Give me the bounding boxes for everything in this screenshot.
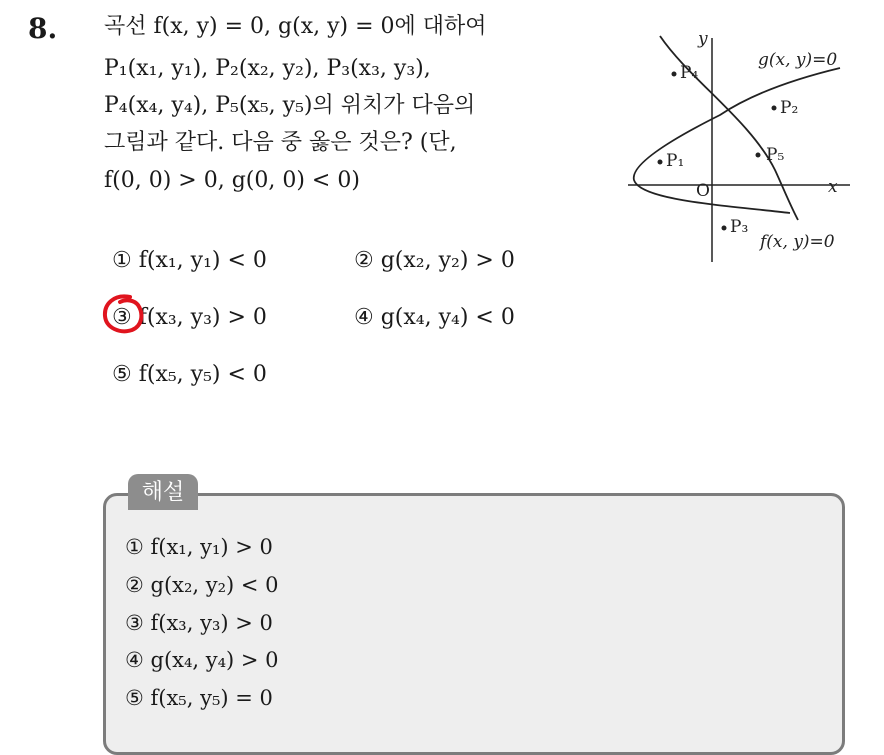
answer-circle-mark: [100, 292, 148, 336]
point-p5-label: P₅: [766, 145, 785, 165]
question-line-2: P₁(x₁, y₁), P₂(x₂, y₂), P₃(x₃, y₃),: [104, 56, 431, 81]
choice-5[interactable]: ⑤ f(x₅, y₅) < 0: [112, 362, 267, 387]
curve-graph: [610, 20, 870, 265]
solution-line-5: ⑤ f(x₅, y₅) = 0: [125, 686, 273, 710]
question-line-3: P₄(x₄, y₄), P₅(x₅, y₅)의 위치가 다음의: [104, 93, 476, 118]
point-p1-label: P₁: [666, 151, 685, 171]
x-axis-label: x: [828, 177, 838, 197]
solution-line-3: ③ f(x₃, y₃) > 0: [125, 611, 273, 635]
point-p4-dot: [672, 72, 677, 77]
y-axis-label: y: [698, 29, 708, 49]
point-p3-dot: [722, 226, 727, 231]
solution-line-2: ② g(x₂, y₂) < 0: [125, 573, 279, 597]
question-line-4: 그림과 같다. 다음 중 옳은 것은? (단,: [104, 130, 457, 155]
question-line-1: 곡선 f(x, y) = 0, g(x, y) = 0에 대하여: [104, 14, 487, 39]
solution-line-4: ④ g(x₄, y₄) > 0: [125, 648, 279, 672]
question-line-5: f(0, 0) > 0, g(0, 0) < 0): [104, 168, 360, 193]
point-p2-dot: [772, 106, 777, 111]
point-p1-dot: [658, 160, 663, 165]
point-p4-label: P₄: [680, 63, 699, 83]
point-p5-dot: [756, 153, 761, 158]
curve-g-label: g(x, y)=0: [758, 50, 838, 70]
point-p3-label: P₃: [730, 217, 749, 237]
choice-2[interactable]: ② g(x₂, y₂) > 0: [354, 248, 515, 273]
curve-f-label: f(x, y)=0: [760, 232, 835, 252]
choice-1[interactable]: ① f(x₁, y₁) < 0: [112, 248, 267, 273]
question-number: 8.: [28, 12, 58, 45]
curve-g: [634, 68, 840, 213]
choice-3[interactable]: ③ f(x₃, y₃) > 0: [112, 305, 267, 330]
point-p2-label: P₂: [780, 98, 799, 118]
solution-line-1: ① f(x₁, y₁) > 0: [125, 535, 273, 559]
solution-tag: 해설: [128, 474, 198, 510]
choice-4[interactable]: ④ g(x₄, y₄) < 0: [354, 305, 515, 330]
origin-label: O: [696, 181, 710, 201]
